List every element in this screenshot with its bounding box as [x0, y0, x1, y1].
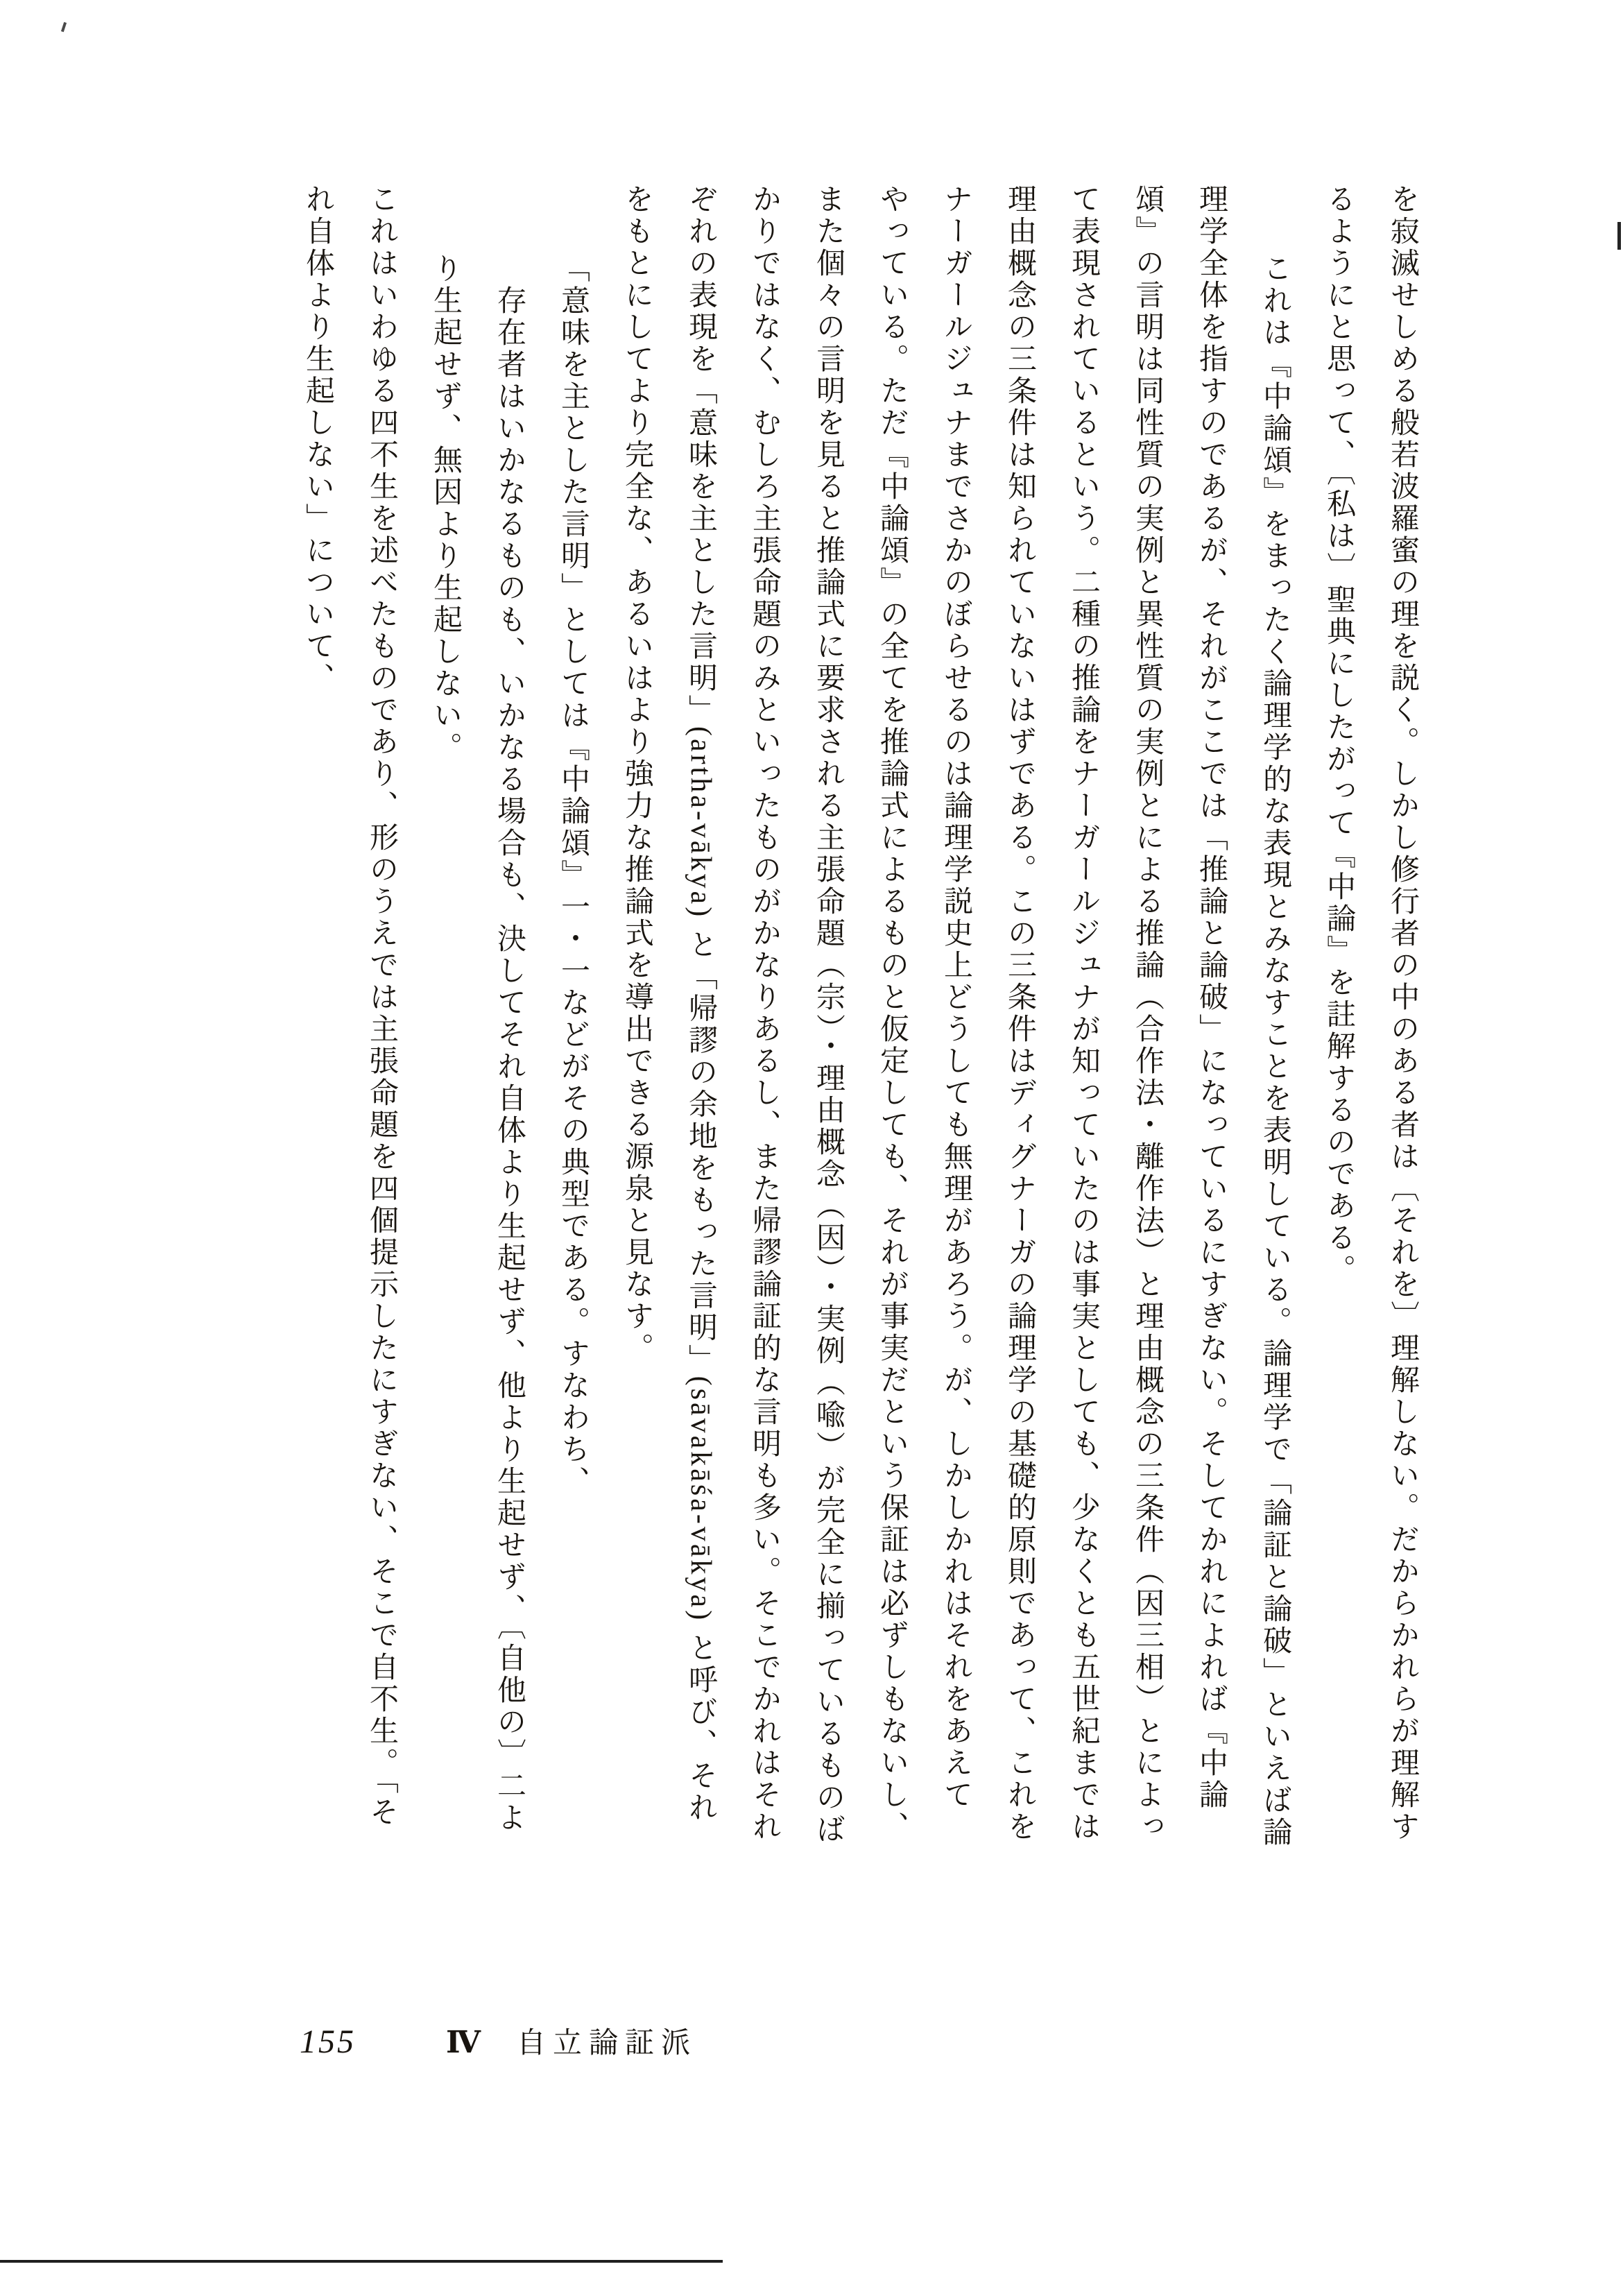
scan-artifact-speck: [61, 22, 67, 33]
verse-quote-block: 存在者はいかなるものも、いかなる場合も、決してそれ自体より生起せず、他より生起せず、〔自他の〕二より生起せず、無因より生起しない。: [429, 253, 525, 1834]
chapter-title: 自立論証派: [516, 2028, 697, 2059]
body-text-block: [172, 184, 1434, 1849]
paragraph-after-verse: これはいわゆる四不生を述べたものであり、形のうえでは主張命題を四個提示したにすぎない、そこで自不生。「それ自体より生起しない」について、: [302, 184, 397, 1828]
scan-artifact-bottom-rule: [0, 2260, 723, 2263]
paragraph-continuation-opening: を寂滅せしめる般若波羅蜜の理を説く。しかし修行者の中のある者は〔それを〕理解しない。だからかれらが理解するようにと思って、〔私は〕聖典にしたがって『中論』を註解するのである。: [1323, 184, 1418, 1843]
scan-artifact-edge-tick: [1617, 222, 1621, 250]
page-number: 155: [300, 2023, 356, 2060]
chapter-numeral: Ⅳ: [446, 2025, 481, 2059]
paragraph-main-commentary: これは『中論頌』をまったく論理学的な表現とみなすことを表明している。論理学で「論証と論破」といえば論理学全体を指すのであるが、それがここでは「推論と論破」になっているにすぎない。そしてかれによれば『中論頌』の言明は同性質の実例と異性質の実例とによる推論（合作法・離作法）と理由概念の三条件（因三相）とによって表現されているという。二種の推論をナーガールジュナが知っていたのは事実としても、少なくとも五世紀までは理由概念の三条件は知られていないはずである。この三条件はディグナーガの論理学の基礎的原則であって、これをナーガールジュナまでさかのぼらせるのは論理学説史上どうしても無理があろう。が、しかしかれはそれをあえてやっている。ただ『中論頌』の全てを推論式によるものと仮定しても、それが事実だという保証は必ずしもないし、また個々の言明を見ると推論式に要求される主張命題（宗）・理由概念（因）・実例（喩）が完全に揃っているものばかりではなく、むしろ主張命題のみといったものがかなりあるし、また帰謬論証的な言明も多い。そこでかれはそれぞれの表現を「意味を主とした言明」(artha-vākya) と「帰謬の余地をもった言明」(sāvakāśa-vākya) と呼び、それをもとにしてより完全な、あるいはより強力な推論式を導出できる源泉と見なす。: [621, 184, 1291, 1849]
page-footer: [300, 2020, 697, 2062]
paragraph-lead-in-to-verse: 「意味を主とした言明」としては『中論頌』一・一などがその典型である。すなわち、: [557, 253, 589, 1498]
